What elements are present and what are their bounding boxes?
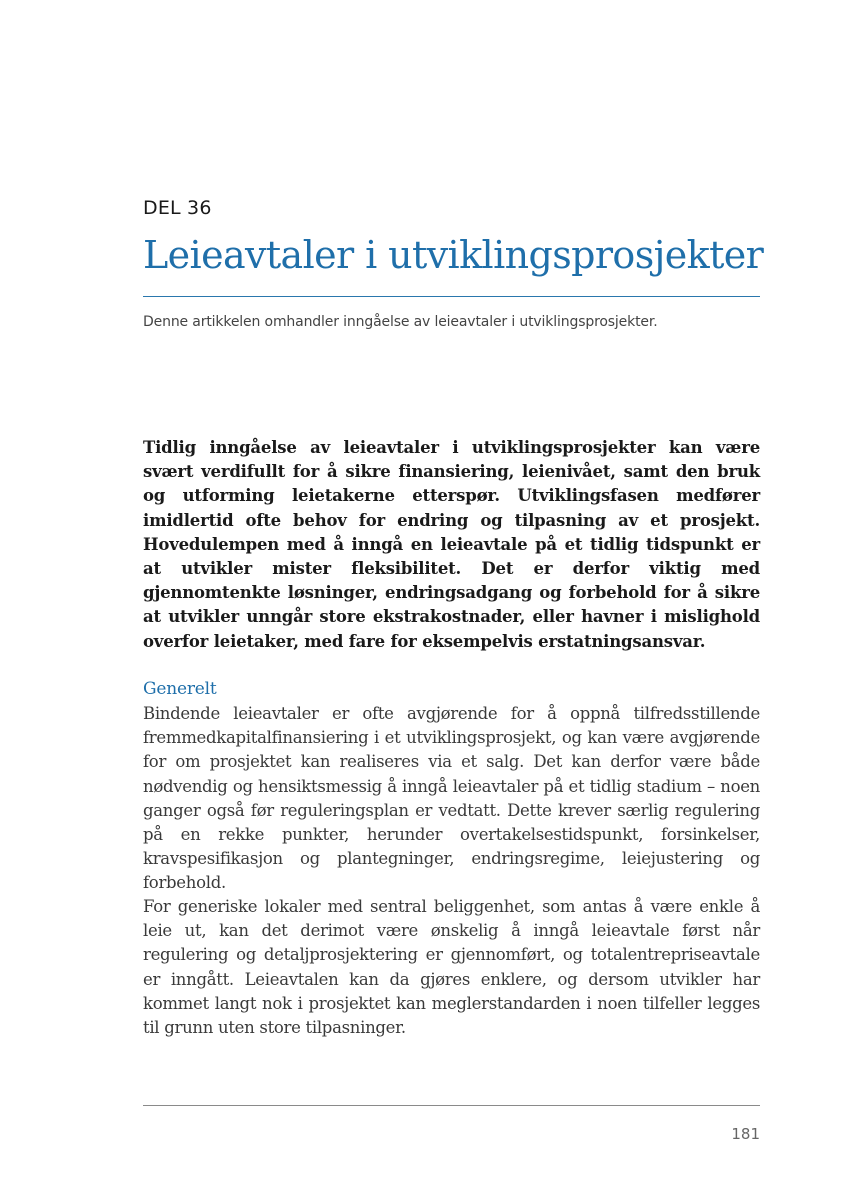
body-paragraph: Bindende leieavtaler er ofte avgjørende for å oppnå tilfredsstillende fremmedkapitalfinansiering i et utviklingsprosjekt, og kan være avgjørende for om prosjektet kan realiseres via et salg. Det kan derfor være både nødvendig og hensiktsmessig å inngå leieavtaler på et tidlig stadium – noen ganger også før reguleringsplan er vedtatt. Dette krever særlig regulering på en rekke punkter, herunder overtakelsestidspunkt, forsinkelser, kravspesifikasjon og plantegninger, endringsregime, leiejustering og forbehold. bbox=[143, 704, 760, 893]
title-divider bbox=[143, 296, 760, 297]
document-page bbox=[143, 0, 764, 1200]
part-label: DEL 36 bbox=[143, 197, 212, 219]
page-title: Leieavtaler i utviklingsprosjekter bbox=[143, 233, 764, 277]
article-subtitle: Denne artikkelen omhandler inngåelse av leieavtaler i utviklingsprosjekter. bbox=[143, 314, 658, 330]
section-heading: Generelt bbox=[143, 679, 217, 699]
body-paragraph: For generiske lokaler med sentral beliggenhet, som antas å være enkle å leie ut, kan det derimot være ønskelig å inngå leieavtale først når regulering og detaljprosjektering er gjennomført, og totalentrepriseavtale er inngått. Leieavtalen kan da gjøres enklere, og dersom utvikler har kommet langt nok i prosjektet kan meglerstandarden i noen tilfeller legges til grunn uten store tilpasninger. bbox=[143, 897, 760, 1038]
page-number: 181 bbox=[731, 1125, 760, 1143]
footer-divider bbox=[143, 1105, 760, 1106]
lead-paragraph: Tidlig inngåelse av leieavtaler i utviklingsprosjekter kan være svært verdifullt for å sikre finansiering, leienivået, samt den bruk og utforming leietakerne etterspør. Utviklingsfasen medfører imidlertid ofte behov for endring og tilpasning av et prosjekt. Hovedulempen med å inngå en leieavtale på et tidlig tidspunkt er at utvikler mister fleksibilitet. Det er derfor viktig med gjennomtenkte løsninger, endringsadgang og forbehold for å sikre at utvikler unngår store ekstrakostnader, eller havner i mislighold overfor leietaker, med fare for eksempelvis erstatningsansvar. bbox=[143, 438, 760, 651]
